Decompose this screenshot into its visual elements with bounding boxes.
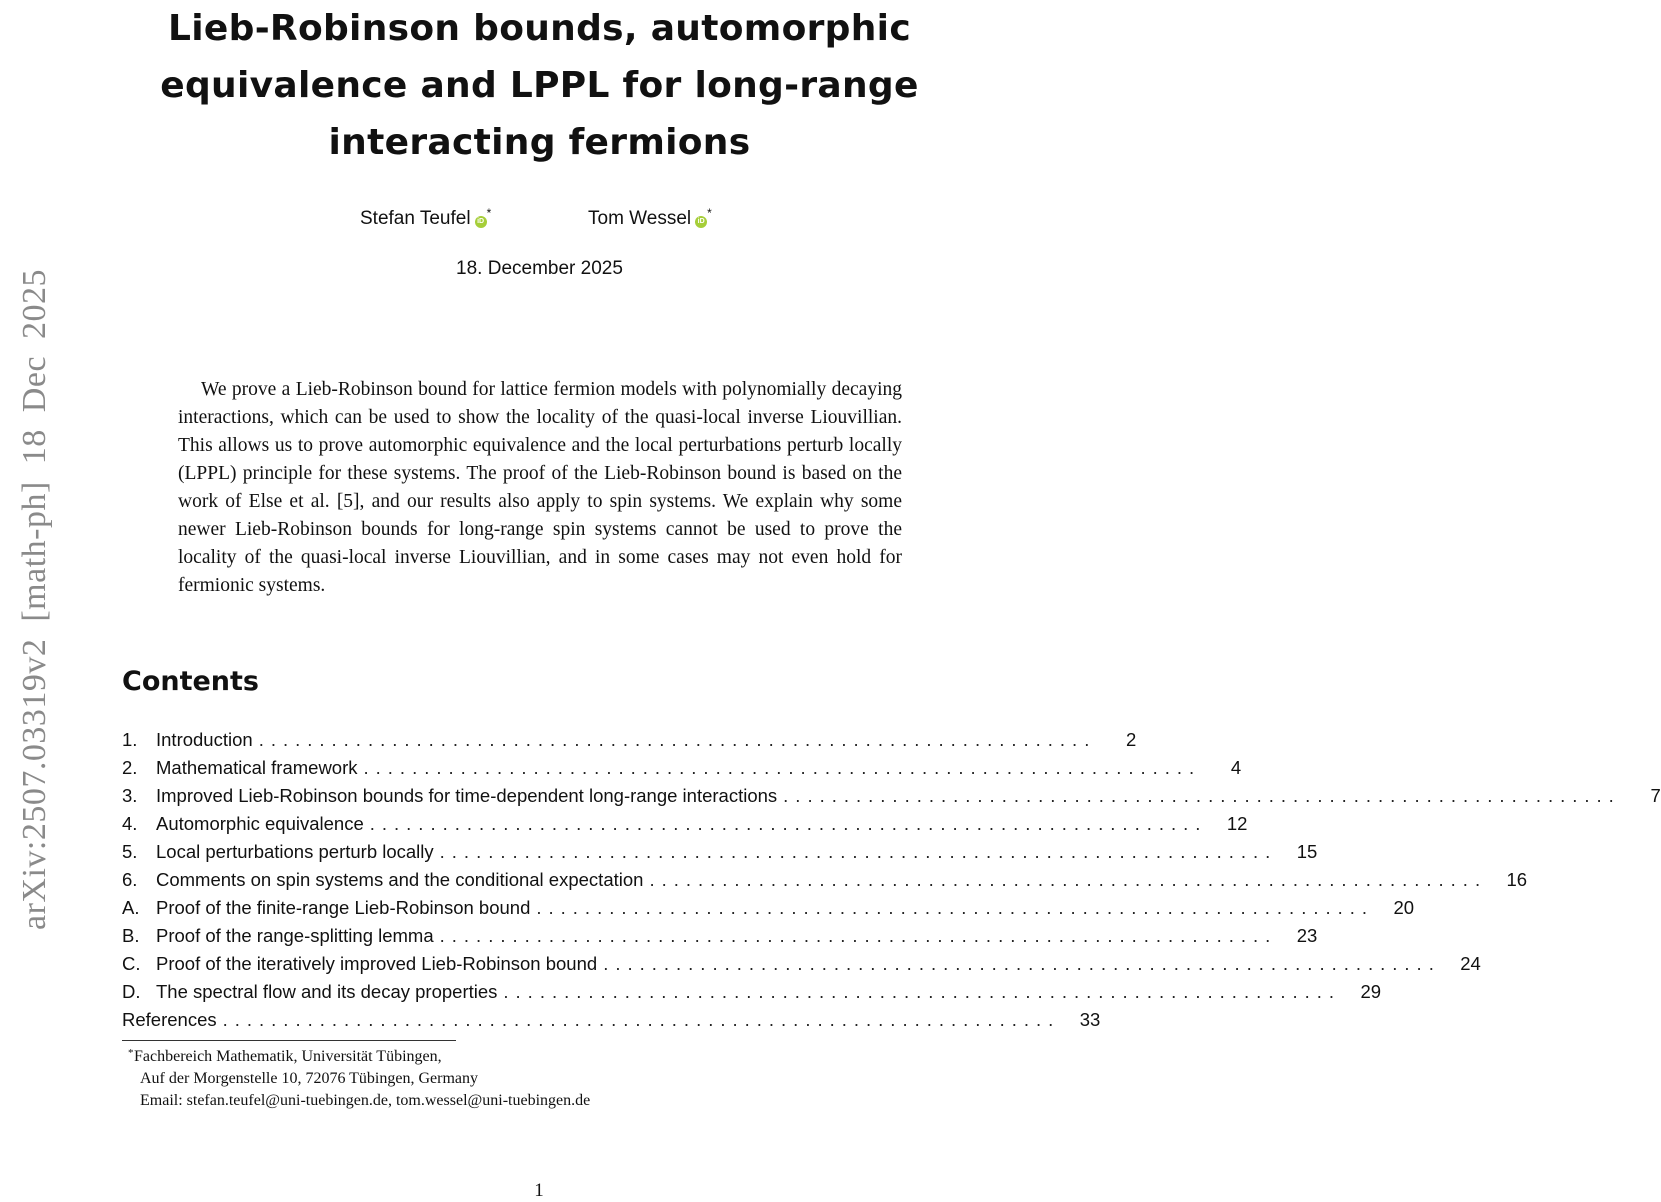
publication-date: 18. December 2025 [456,258,623,279]
toc-number: 2. [122,757,138,778]
toc-leader: ..................................................................... [258,729,1097,750]
toc-entry[interactable] [122,922,1318,950]
toc-leader: ..................................................................... [503,981,1342,1002]
toc-page: 29 [1360,981,1382,1002]
toc-title: References [122,1009,217,1030]
author-2 [588,206,712,230]
toc-leader: ..................................................................... [649,869,1488,890]
affiliation-mark: * [707,206,712,220]
author-name: Tom Wessel [588,208,692,229]
toc-title: Local perturbations perturb locally [156,841,434,862]
toc-page: 2 [1126,729,1137,750]
toc-title: Introduction [156,729,253,750]
toc-number: 1. [122,729,138,750]
toc-number: 5. [122,841,138,862]
toc-entry[interactable] [122,950,1481,978]
toc-leader: ..................................................................... [603,953,1441,974]
toc-title: Comments on spin systems and the conditional expectation [156,869,644,890]
toc-leader: ..................................................................... [439,841,1278,862]
toc-number: 4. [122,813,138,834]
abstract: We prove a Lieb-Robinson bound for lattice fermion models with polynomially decaying interactions, which can be used to show the locality of the quasi-local inverse Liouvillian. This allows us to prove automorphic equivalence and the local perturbations perturb locally (LPPL) principle for these systems. The proof of the Lieb-Robinson bound is based on the work of Else et al. [5], and our results also apply to spin systems. We explain why some newer Lieb-Robinson bounds for long-range spin systems cannot be used to prove the locality of the quasi-local inverse Liouvillian, and in some cases may not even hold for fermionic systems. [178,379,902,596]
table-of-contents [122,726,1661,1034]
footnote-affiliation: Fachbereich Mathematik, Universität Tübingen, [134,1048,442,1065]
toc-page: 33 [1079,1009,1101,1030]
toc-title: Proof of the iteratively improved Lieb-Robinson bound [156,953,598,974]
toc-leader: ..................................................................... [536,897,1375,918]
toc-entry[interactable] [122,894,1415,922]
toc-page: 24 [1460,953,1481,974]
toc-page: 12 [1226,813,1248,834]
toc-leader: ..................................................................... [369,813,1208,834]
affiliation-mark: * [486,206,492,220]
toc-leader: ..................................................................... [363,757,1202,778]
toc-entry[interactable] [122,810,1248,838]
toc-entry[interactable] [122,1006,1101,1034]
toc-number: 3. [122,785,138,806]
orcid-icon[interactable]: iD [475,216,487,228]
toc-page: 16 [1506,869,1528,890]
toc-number: A. [122,897,140,918]
toc-entry[interactable] [122,978,1382,1006]
paper-title: Lieb-Robinson bounds, automorphic equivalence and LPPL for long-range interacting fermions [160,8,919,163]
toc-title: Automorphic equivalence [156,813,364,834]
toc-number: B. [122,925,140,946]
toc-leader: ..................................................................... [222,1009,1061,1030]
toc-page: 15 [1296,841,1318,862]
toc-leader: ..................................................................... [439,925,1278,946]
toc-title: Improved Lieb-Robinson bounds for time-dependent long-range interactions [156,785,778,806]
page-number: 1 [534,1180,544,1201]
toc-entry[interactable] [122,754,1242,782]
toc-page: 20 [1393,897,1415,918]
footnote-email[interactable]: Email: stefan.teufel@uni-tuebingen.de, tom.wessel@uni-tuebingen.de [140,1092,591,1109]
toc-entry[interactable] [122,726,1137,754]
toc-number: 6. [122,869,138,890]
orcid-icon[interactable]: iD [695,216,707,228]
author-name: Stefan Teufel [360,208,471,229]
toc-title: The spectral flow and its decay properties [156,981,498,1002]
toc-page: 23 [1296,925,1318,946]
toc-title: Proof of the finite-range Lieb-Robinson bound [156,897,531,918]
toc-leader: ..................................................................... [783,785,1621,806]
footnote [128,1046,954,1112]
arxiv-stamp: arXiv:2507.03319v2 [math-ph] 18 Dec 2025 [16,268,53,930]
footnote-address: Auf der Morgenstelle 10, 72076 Tübingen, Germany [140,1070,479,1087]
toc-page: 7 [1650,785,1661,806]
contents-heading: Contents [122,666,260,697]
toc-number: D. [122,981,141,1002]
footnote-mark: * [128,1047,134,1059]
toc-entry[interactable] [122,866,1528,894]
toc-page: 4 [1230,757,1242,778]
toc-entry[interactable] [122,838,1318,866]
toc-title: Proof of the range-splitting lemma [156,925,434,946]
toc-title: Mathematical framework [156,757,358,778]
toc-number: C. [122,953,141,974]
toc-entry[interactable] [122,782,1661,810]
author-1 [360,206,491,230]
footnote-rule [122,1040,456,1041]
